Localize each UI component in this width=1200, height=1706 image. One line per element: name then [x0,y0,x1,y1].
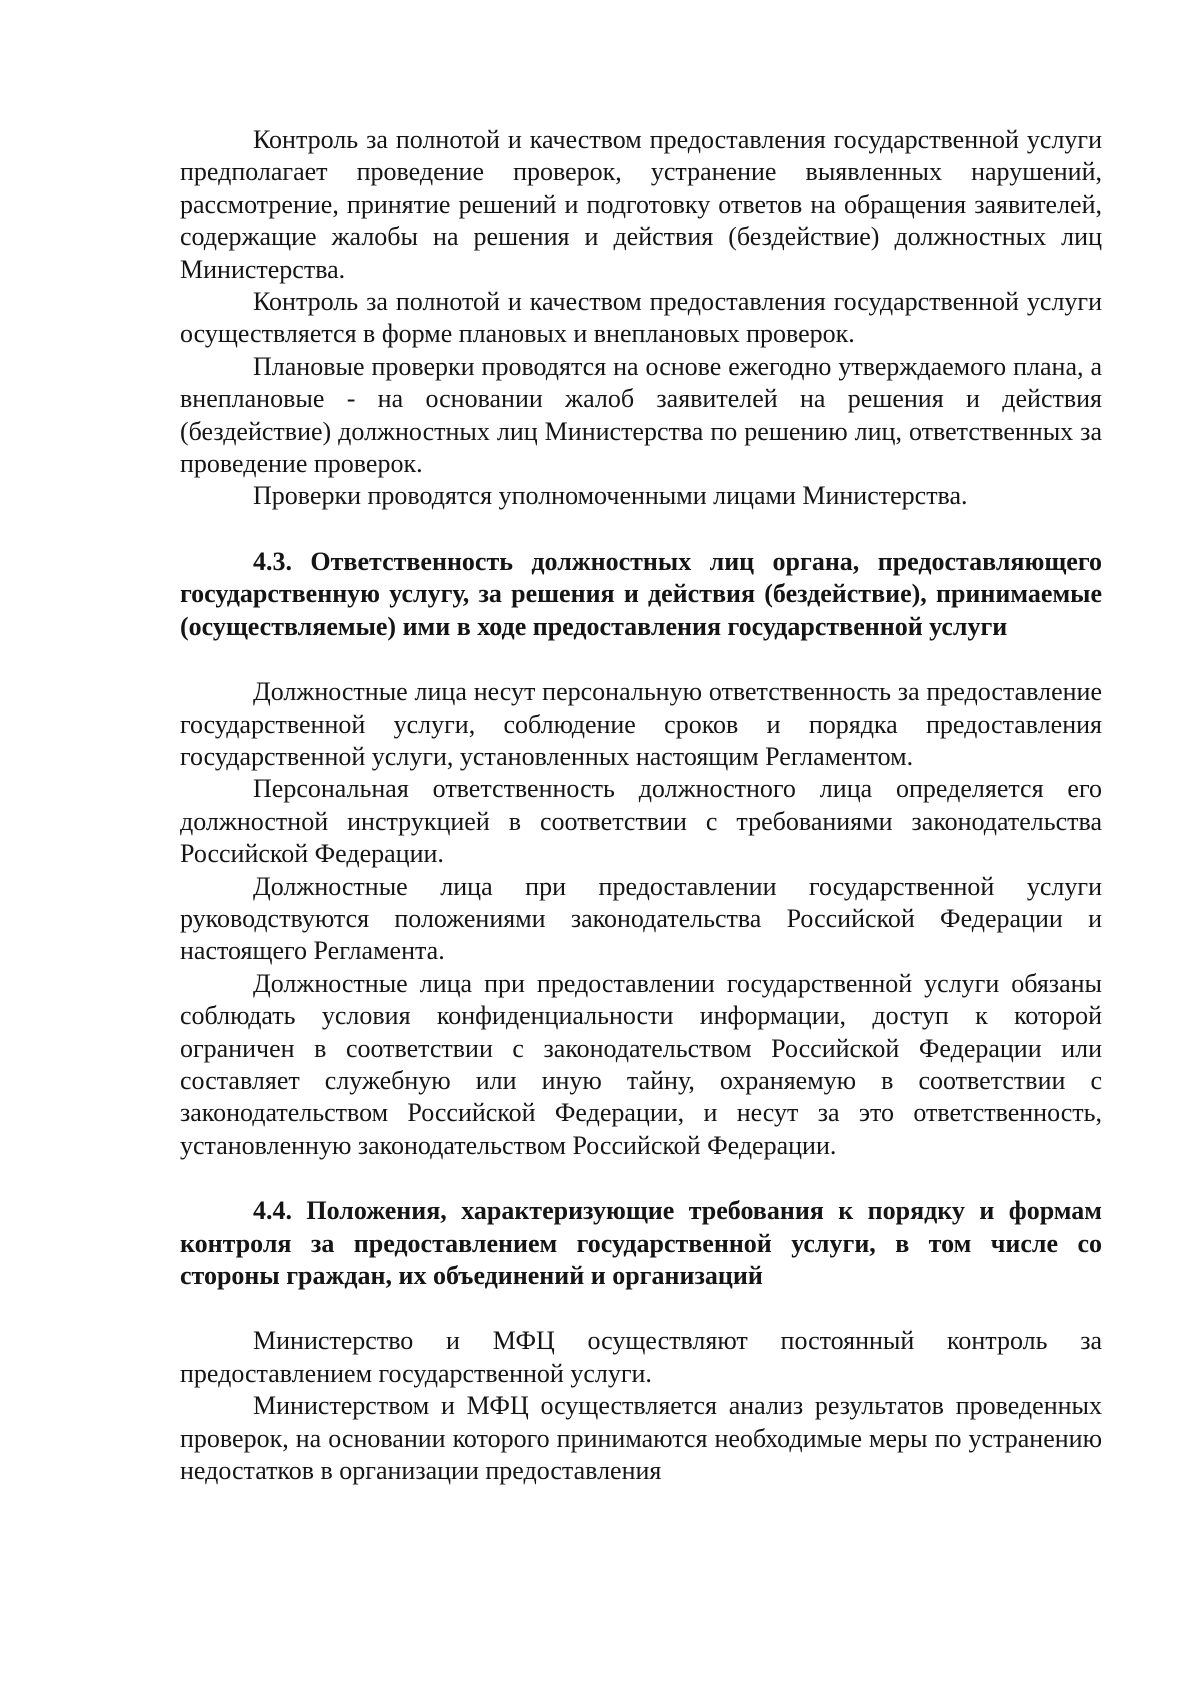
paragraph-control-form: Контроль за полнотой и качеством предоставления государственной услуги осуществляется в форме плановых и внеплановых проверок. [180,287,1102,349]
spacer [180,513,1102,546]
paragraph-checks-performers: Проверки проводятся уполномоченными лицами Министерства. [253,481,968,511]
paragraph-permanent-control: Министерство и МФЦ осуществляют постоянный контроль за предоставлением государственной услуги. [180,1326,1102,1388]
spacer [180,643,1102,676]
section-heading-4-3: 4.3. Ответственность должностных лиц органа, предоставляющего государственную услугу, за решения и действия (бездействие), принимаемые (осуществляемые) ими в ходе предоставления государственной услуги [180,546,1102,641]
document-body [180,124,1102,1487]
spacer [180,1292,1102,1325]
paragraph-planned-checks: Плановые проверки проводятся на основе ежегодно утверждаемого плана, а внеплановые - на основании жалоб заявителей на решения и действия (бездействие) должностных лиц Министерства по решению лиц, ответственных за проведение проверок. [180,351,1102,479]
spacer [180,1162,1102,1195]
paragraph-job-instruction: Персональная ответственность должностного лица определяется его должностной инструкцией в соответствии с требованиями законодательства Российской Федерации. [180,774,1102,869]
section-heading-4-4: 4.4. Положения, характеризующие требования к порядку и формам контроля за предоставлением государственной услуги, в том числе со стороны граждан, их объединений и организаций [180,1196,1102,1290]
paragraph-confidentiality: Должностные лица при предоставлении государственной услуги обязаны соблюдать условия конфиденциальности информации, доступ к которой ограничен в соответствии с законодательством Российской Федерации или составляет служебную или иную тайну, охраняемую в соответствии с законодательством Российской Федерации, и несут за это ответственность, установленную законодательством Российской Федерации. [180,968,1102,1160]
paragraph-personal-responsibility: Должностные лица несут персональную ответственность за предоставление государственной услуги, соблюдение сроков и порядка предоставления государственной услуги, установленных настоящим Регламентом. [180,677,1102,771]
paragraph-results-analysis: Министерством и МФЦ осуществляется анализ результатов проведенных проверок, на основании которого принимаются необходимые меры по устранению недостатков в организации предоставления [180,1391,1102,1486]
paragraph-control-scope: Контроль за полнотой и качеством предоставления государственной услуги предполагает проведение проверок, устранение выявленных нарушений, рассмотрение, принятие решений и подготовку ответов на обращения заявителей, содержащие жалобы на решения и действия (бездействие) должностных лиц Министерства. [180,125,1102,284]
paragraph-legislation-guidance: Должностные лица при предоставлении государственной услуги руководствуются положениями законодательства Российской Федерации и настоящего Регламента. [180,871,1102,966]
